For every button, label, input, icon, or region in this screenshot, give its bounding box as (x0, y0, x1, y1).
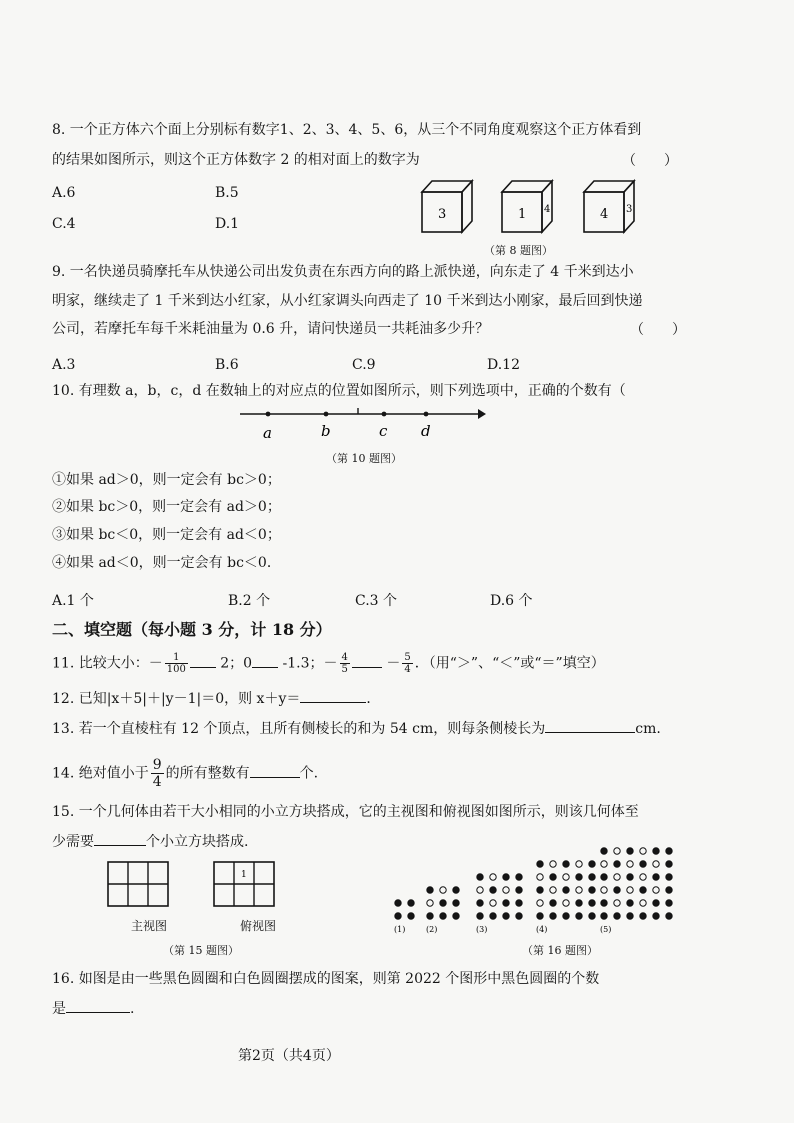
black-circle (516, 874, 522, 880)
white-circle (490, 874, 496, 880)
q15-line1: 15. 一个几何体由若干大小相同的小立方块搭成，它的主视图和俯视图如图所示，则该几何体至 (52, 804, 639, 820)
q9-option-d: D.12 (487, 357, 520, 373)
point-a (266, 412, 271, 417)
black-circle (537, 887, 543, 893)
black-circle (666, 887, 672, 893)
q15-top-view-label: 俯视图 (240, 919, 277, 933)
q10-statement-2: ②如果 bc＞0，则一定会有 ad＞0； (52, 499, 281, 515)
top-view (214, 862, 274, 906)
q8-answer-paren: （ ） (622, 153, 678, 169)
q16-line1: 16. 如图是由一些黑色圆圈和白色圆圈摆成的图案，则第 2022 个图形中黑色圆圈的个数 (52, 971, 600, 987)
q8-option-d: D.1 (215, 216, 240, 232)
q16-blank[interactable] (66, 1000, 130, 1013)
cube-3 (584, 181, 634, 232)
cube-2-side: 4 (544, 204, 551, 215)
q9-option-b: B.6 (215, 357, 239, 373)
page-footer: 第2页（共4页） (238, 1048, 340, 1064)
black-circle (589, 874, 595, 880)
black-circle (601, 913, 607, 919)
black-circle (490, 887, 496, 893)
white-circle (490, 900, 496, 906)
white-circle (440, 887, 446, 893)
black-circle (640, 887, 646, 893)
q10-option-b: B.2 个 (228, 593, 271, 609)
black-circle (477, 900, 483, 906)
white-circle (477, 887, 483, 893)
black-circle (453, 900, 459, 906)
black-circle (653, 900, 659, 906)
black-circle (653, 848, 659, 854)
black-circle (601, 848, 607, 854)
white-circle (614, 848, 620, 854)
q16-dot-pattern (390, 840, 690, 940)
black-circle (550, 874, 556, 880)
white-circle (537, 900, 543, 906)
q14-line: 14. 绝对值小于 $\frac{9}{4}$ 的所有整数有 个. (52, 757, 319, 790)
black-circle (440, 913, 446, 919)
black-circle (395, 900, 401, 906)
q8-cube-figures (418, 178, 648, 240)
q15-caption: （第 15 题图） (163, 944, 239, 957)
black-circle (537, 861, 543, 867)
black-circle (627, 900, 633, 906)
white-circle (640, 874, 646, 880)
black-circle (453, 913, 459, 919)
cube-3-front: 4 (600, 207, 609, 222)
white-circle (576, 861, 582, 867)
figure-label: (5) (600, 925, 612, 934)
q9-option-c: C.9 (352, 357, 376, 373)
white-circle (640, 900, 646, 906)
black-circle (563, 913, 569, 919)
q10-option-d: D.6 个 (490, 593, 533, 609)
black-circle (666, 913, 672, 919)
white-circle (563, 900, 569, 906)
q13-blank[interactable] (545, 720, 635, 733)
black-circle (627, 913, 633, 919)
black-circle (614, 861, 620, 867)
q8-option-c: C.4 (52, 216, 76, 232)
black-circle (395, 913, 401, 919)
q8-caption: （第 8 题图） (484, 244, 553, 257)
black-circle (516, 913, 522, 919)
front-view (108, 862, 168, 906)
q12-line: 12. 已知|x＋5|＋|y－1|＝0，则 x＋y＝ ． (52, 691, 381, 707)
q8-line1: 8. 一个正方体六个面上分别标有数字1、2、3、4、5、6，从三个不同角度观察这个正方体看到 (52, 122, 642, 138)
cube-2-front: 1 (518, 207, 527, 222)
q11-blank-2[interactable] (252, 655, 278, 668)
white-circle (614, 900, 620, 906)
cube-3-side: 3 (626, 204, 633, 215)
label-d: d (421, 422, 431, 440)
q8-line2: 的结果如图所示，则这个正方体数字 2 的相对面上的数字为 (52, 152, 420, 168)
q9-line2: 明家，继续走了 1 千米到达小红家，从小红家调头向西走了 10 千米到达小刚家，最后回到快递 (52, 293, 643, 309)
black-circle (427, 887, 433, 893)
black-circle (563, 887, 569, 893)
black-circle (589, 913, 595, 919)
point-b (324, 412, 329, 417)
black-circle (453, 887, 459, 893)
q10-statement-3: ③如果 bc＜0，则一定会有 ad＜0； (52, 527, 281, 543)
black-circle (477, 874, 483, 880)
cube-1 (422, 181, 472, 232)
black-circle (627, 874, 633, 880)
point-c (382, 412, 387, 417)
black-circle (440, 900, 446, 906)
white-circle (601, 861, 607, 867)
q15-line2: 少需要 个小立方块搭成. (52, 834, 249, 850)
q10-statement-1: ①如果 ad＞0，则一定会有 bc＞0； (52, 472, 281, 488)
white-circle (601, 887, 607, 893)
black-circle (666, 874, 672, 880)
q16-caption: （第 16 题图） (522, 944, 598, 957)
black-circle (653, 913, 659, 919)
black-circle (427, 913, 433, 919)
black-circle (589, 887, 595, 893)
white-circle (503, 887, 509, 893)
figure-label: (1) (394, 925, 406, 934)
q11-blank-1[interactable] (190, 655, 216, 668)
white-circle (653, 887, 659, 893)
black-circle (550, 900, 556, 906)
q8-option-b: B.5 (215, 185, 239, 201)
black-circle (563, 861, 569, 867)
q11-line: 11. 比较大小：－ $\frac{1}{100}$ 2；0 -1.3；－ $\frac{4}{5}$ － $\frac{5}{4}$ ．（用“＞”、“＜”或“＝”填空） (52, 652, 605, 675)
black-circle (614, 913, 620, 919)
black-circle (408, 900, 414, 906)
white-circle (653, 861, 659, 867)
label-b: b (321, 422, 331, 440)
q10-option-a: A.1 个 (52, 593, 94, 609)
black-circle (503, 874, 509, 880)
q9-line1: 9. 一名快递员骑摩托车从快递公司出发负责在东西方向的路上派快递，向东走了 4 千米到达小 (52, 264, 634, 280)
white-circle (640, 848, 646, 854)
black-circle (640, 861, 646, 867)
black-circle (550, 913, 556, 919)
q11-blank-3[interactable] (352, 655, 382, 668)
white-circle (550, 887, 556, 893)
black-circle (576, 874, 582, 880)
point-d (424, 412, 429, 417)
black-circle (640, 913, 646, 919)
q10-number-line (238, 402, 488, 442)
q16-line2: 是 . (52, 1001, 135, 1017)
black-circle (490, 913, 496, 919)
q15-front-view-label: 主视图 (131, 919, 168, 933)
white-circle (614, 874, 620, 880)
black-circle (503, 900, 509, 906)
black-circle (601, 900, 607, 906)
q9-answer-paren: （ ） (630, 322, 686, 338)
cube-2 (502, 181, 552, 232)
black-circle (601, 874, 607, 880)
q9-line3: 公司，若摩托车每千米耗油量为 0.6 升，请问快递员一共耗油多少升？ (52, 321, 490, 337)
q15-views-figure (108, 862, 298, 912)
section-2-title: 二、填空题（每小题 3 分，计 18 分） (52, 620, 332, 639)
black-circle (666, 861, 672, 867)
black-circle (516, 900, 522, 906)
white-circle (563, 874, 569, 880)
q9-option-a: A.3 (52, 357, 76, 373)
q15-blank[interactable] (94, 833, 146, 846)
black-circle (537, 913, 543, 919)
white-circle (627, 861, 633, 867)
figure-label: (2) (426, 925, 438, 934)
black-circle (627, 848, 633, 854)
white-circle (550, 861, 556, 867)
label-c: c (379, 422, 388, 440)
black-circle (589, 900, 595, 906)
white-circle (427, 900, 433, 906)
q10-stem: 10. 有理数 a，b，c，d 在数轴上的对应点的位置如图所示，则下列选项中，正确的个数有（ (52, 383, 626, 399)
label-a: a (263, 424, 272, 442)
q13-line: 13. 若一个直棱柱有 12 个顶点，且所有侧棱长的和为 54 cm，则每条侧棱长为 cm. (52, 721, 661, 737)
black-circle (503, 913, 509, 919)
q10-option-c: C.3 个 (355, 593, 398, 609)
black-circle (576, 900, 582, 906)
black-circle (576, 913, 582, 919)
black-circle (666, 848, 672, 854)
white-circle (537, 874, 543, 880)
black-circle (614, 887, 620, 893)
black-circle (408, 913, 414, 919)
black-circle (516, 887, 522, 893)
cube-1-front: 3 (438, 207, 447, 222)
top-view-mark: 1 (241, 870, 247, 880)
figure-label: (3) (476, 925, 488, 934)
black-circle (653, 874, 659, 880)
q10-caption: （第 10 题图） (326, 452, 402, 465)
q14-blank[interactable] (250, 765, 300, 778)
figure-label: (4) (536, 925, 548, 934)
black-circle (666, 900, 672, 906)
q12-blank[interactable] (300, 690, 366, 703)
black-circle (477, 913, 483, 919)
q8-option-a: A.6 (52, 185, 76, 201)
black-circle (589, 861, 595, 867)
q10-statement-4: ④如果 ad＜0，则一定会有 bc＜0． (52, 555, 281, 571)
white-circle (627, 887, 633, 893)
white-circle (576, 887, 582, 893)
